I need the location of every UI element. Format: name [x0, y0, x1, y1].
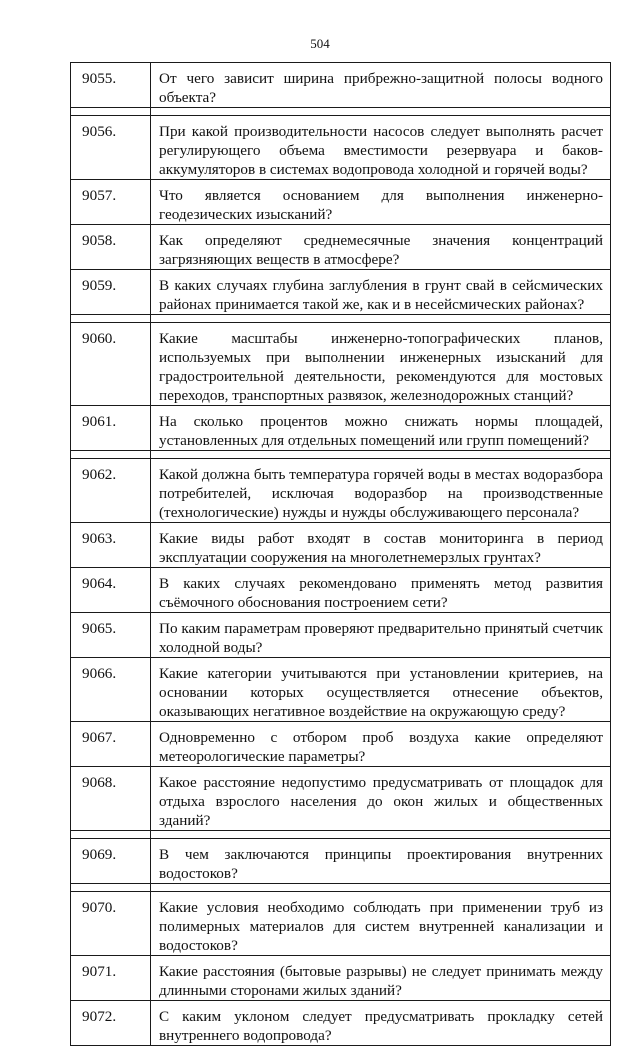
- table-row: [71, 323, 611, 406]
- table-row: [71, 406, 611, 451]
- table-row: [71, 892, 611, 956]
- question-text: С каким уклоном следует предусматривать прокладку сетей внутреннего водопровода?: [151, 1001, 611, 1046]
- table-row: [71, 767, 611, 831]
- question-number: 9059.: [71, 270, 151, 315]
- question-text: Какой должна быть температура горячей воды в местах водоразбора потребителей, исключая водоразбор на производственные (технологические) нужды и нужды обслуживающего персонала?: [151, 459, 611, 523]
- row-gap: [71, 451, 611, 459]
- question-number: 9069.: [71, 839, 151, 884]
- row-gap: [71, 315, 611, 323]
- table-row: [71, 116, 611, 180]
- question-number: 9068.: [71, 767, 151, 831]
- table-row: [71, 225, 611, 270]
- question-number: 9072.: [71, 1001, 151, 1046]
- table-row: [71, 722, 611, 767]
- question-text: Какие масштабы инженерно-топографических планов, используемых при выполнении инженерных изысканий для градостроительной деятельности, рекомендуются для мостовых переходов, транспортных развязок, железнодорожных станций?: [151, 323, 611, 406]
- questions-table-body: [71, 63, 611, 1046]
- question-text: Какое расстояние недопустимо предусматривать от площадок для отдыха взрослого населения до окон жилых и общественных зданий?: [151, 767, 611, 831]
- question-text: При какой производительности насосов следует выполнять расчет регулирующего объема вместимости резервуара и баков-аккумуляторов в системах водопровода холодной и горячей воды?: [151, 116, 611, 180]
- question-text: Одновременно с отбором проб воздуха какие определяют метеорологические параметры?: [151, 722, 611, 767]
- question-number: 9062.: [71, 459, 151, 523]
- row-gap: [71, 108, 611, 116]
- question-text: В каких случаях рекомендовано применять метод развития съёмочного обоснования построением сети?: [151, 568, 611, 613]
- question-text: В чем заключаются принципы проектирования внутренних водостоков?: [151, 839, 611, 884]
- table-row: [71, 956, 611, 1001]
- page-number: 504: [310, 36, 330, 51]
- table-row: [71, 63, 611, 108]
- question-text: Какие условия необходимо соблюдать при применении труб из полимерных материалов для систем внутренней канализации и водостоков?: [151, 892, 611, 956]
- question-text: На сколько процентов можно снижать нормы площадей, установленных для отдельных помещений или групп помещений?: [151, 406, 611, 451]
- table-row: [71, 613, 611, 658]
- question-number: 9055.: [71, 63, 151, 108]
- row-gap: [71, 884, 611, 892]
- question-number: 9066.: [71, 658, 151, 722]
- question-number: 9064.: [71, 568, 151, 613]
- table-row: [71, 270, 611, 315]
- question-number: 9067.: [71, 722, 151, 767]
- question-number: 9057.: [71, 180, 151, 225]
- question-text: В каких случаях глубина заглубления в грунт свай в сейсмических районах принимается такой же, как и в несейсмических районах?: [151, 270, 611, 315]
- question-text: Какие категории учитываются при установлении критериев, на основании которых осуществляется отнесение объектов, оказывающих негативное воздействие на окружающую среду?: [151, 658, 611, 722]
- question-number: 9058.: [71, 225, 151, 270]
- questions-table: [70, 62, 611, 1046]
- question-text: Какие расстояния (бытовые разрывы) не следует принимать между длинными сторонами жилых зданий?: [151, 956, 611, 1001]
- question-text: От чего зависит ширина прибрежно-защитной полосы водного объекта?: [151, 63, 611, 108]
- question-text: Что является основанием для выполнения инженерно-геодезических изысканий?: [151, 180, 611, 225]
- table-row: [71, 459, 611, 523]
- question-number: 9071.: [71, 956, 151, 1001]
- question-text: По каким параметрам проверяют предварительно принятый счетчик холодной воды?: [151, 613, 611, 658]
- table-row: [71, 658, 611, 722]
- question-number: 9065.: [71, 613, 151, 658]
- question-number: 9060.: [71, 323, 151, 406]
- question-text: Какие виды работ входят в состав мониторинга в период эксплуатации сооружения на многолетнемерзлых грунтах?: [151, 523, 611, 568]
- question-number: 9061.: [71, 406, 151, 451]
- question-number: 9063.: [71, 523, 151, 568]
- question-number: 9056.: [71, 116, 151, 180]
- table-row: [71, 568, 611, 613]
- table-row: [71, 1001, 611, 1046]
- question-number: 9070.: [71, 892, 151, 956]
- question-text: Как определяют среднемесячные значения концентраций загрязняющих веществ в атмосфере?: [151, 225, 611, 270]
- row-gap: [71, 831, 611, 839]
- table-row: [71, 523, 611, 568]
- table-row: [71, 839, 611, 884]
- table-row: [71, 180, 611, 225]
